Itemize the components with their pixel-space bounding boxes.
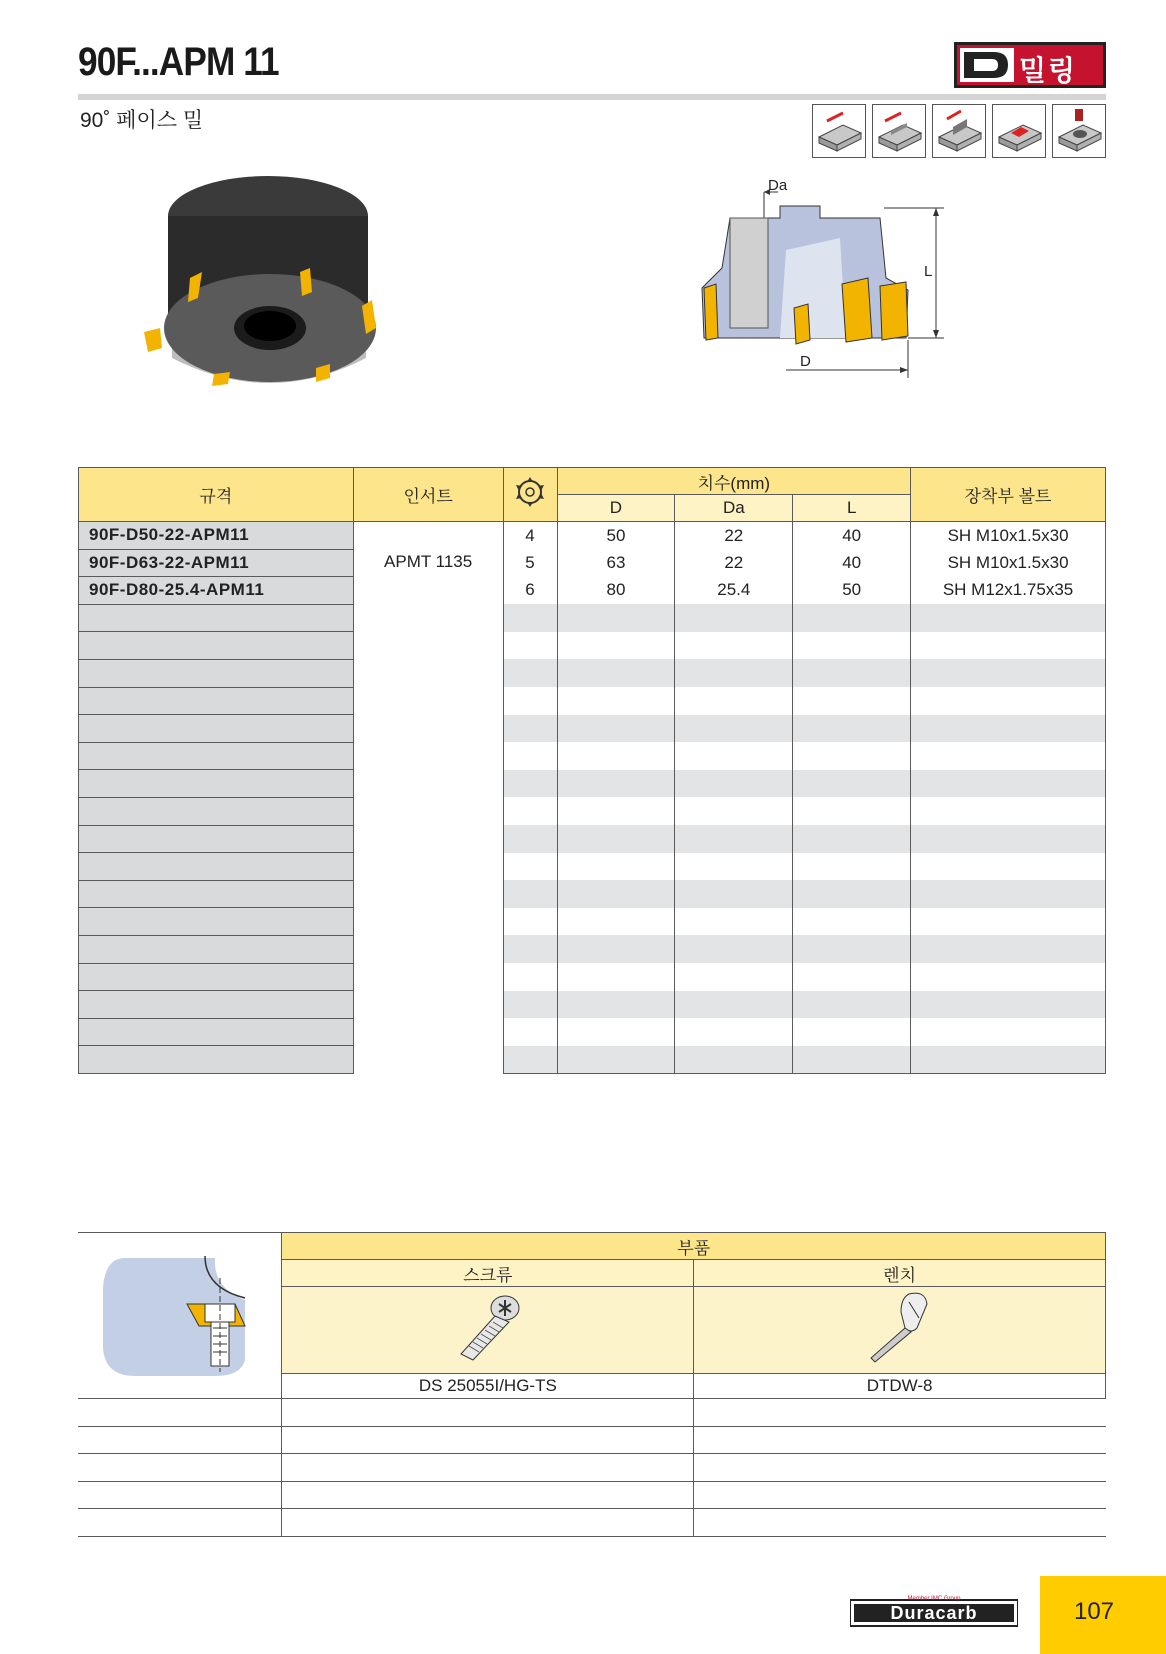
blank-row — [78, 1509, 282, 1537]
table-row — [79, 853, 1106, 881]
spec-bolt-cell — [911, 825, 1106, 853]
face-milling-icon — [812, 104, 866, 158]
spec-z-cell — [503, 797, 557, 825]
spec-bolt-cell: SH M10x1.5x30 — [911, 522, 1106, 550]
spec-l-cell — [793, 1046, 911, 1074]
spec-da-cell — [675, 715, 793, 743]
d-letter-icon — [960, 48, 1014, 82]
spec-da-cell: 22 — [675, 549, 793, 577]
title-rule — [78, 94, 1106, 100]
spec-bolt-cell — [911, 880, 1106, 908]
table-row — [79, 797, 1106, 825]
page-title: 90F...APM 11 — [78, 40, 279, 84]
spec-bolt-cell — [911, 1046, 1106, 1074]
spec-name-cell — [79, 770, 354, 798]
mounting-diagram — [78, 1233, 282, 1399]
table-row — [79, 825, 1106, 853]
spec-d-cell — [557, 1018, 675, 1046]
spec-z-cell — [503, 963, 557, 991]
spec-bolt-cell — [911, 742, 1106, 770]
spec-l-cell: 40 — [793, 549, 911, 577]
header-l: L — [793, 495, 911, 522]
table-row — [79, 880, 1106, 908]
pocket-milling-icon — [992, 104, 1046, 158]
header-teeth — [503, 468, 557, 522]
table-row — [79, 1018, 1106, 1046]
insert-mount-icon — [95, 1248, 265, 1378]
table-row — [79, 632, 1106, 660]
spec-bolt-cell — [911, 935, 1106, 963]
spec-z-cell — [503, 1046, 557, 1074]
shoulder-milling-icon — [872, 104, 926, 158]
spec-d-cell — [557, 604, 675, 632]
spec-da-cell: 22 — [675, 522, 793, 550]
spec-l-cell — [793, 797, 911, 825]
table-row — [79, 770, 1106, 798]
spec-l-cell — [793, 991, 911, 1019]
table-row — [79, 715, 1106, 743]
table-row — [79, 935, 1106, 963]
spec-bolt-cell — [911, 853, 1106, 881]
spec-bolt-cell — [911, 797, 1106, 825]
spec-bolt-cell — [911, 687, 1106, 715]
spec-name-cell — [79, 797, 354, 825]
wrench-image — [694, 1287, 1106, 1374]
slot-milling-icon — [932, 104, 986, 158]
spec-name-cell — [79, 825, 354, 853]
spec-da-cell — [675, 632, 793, 660]
spec-name-cell — [79, 659, 354, 687]
spec-l-cell — [793, 604, 911, 632]
table-row — [79, 991, 1106, 1019]
spec-bolt-cell — [911, 715, 1106, 743]
blank-cell — [694, 1426, 1106, 1454]
spec-d-cell — [557, 659, 675, 687]
blank-cell — [694, 1481, 1106, 1509]
page-number: 107 — [1073, 1598, 1115, 1625]
spec-d-cell — [557, 880, 675, 908]
screw-icon — [443, 1288, 533, 1368]
spec-l-cell: 40 — [793, 522, 911, 550]
cutter-photo — [140, 168, 400, 418]
spec-da-cell — [675, 797, 793, 825]
table-row — [79, 963, 1106, 991]
spec-z-cell — [503, 770, 557, 798]
teeth-count-icon — [513, 475, 547, 509]
spec-d-cell — [557, 715, 675, 743]
spec-z-cell — [503, 880, 557, 908]
spec-d-cell — [557, 935, 675, 963]
spec-da-cell — [675, 604, 793, 632]
spec-d-cell — [557, 825, 675, 853]
table-row — [79, 604, 1106, 632]
header-spec: 규격 — [79, 468, 354, 522]
brand-logo — [850, 1594, 1018, 1628]
screw-code: DS 25055I/HG-TS — [282, 1374, 694, 1399]
spec-l-cell — [793, 825, 911, 853]
header-da: Da — [675, 495, 793, 522]
table-row — [79, 522, 1106, 550]
spec-l-cell — [793, 715, 911, 743]
parts-table — [78, 1232, 1106, 1537]
spec-da-cell — [675, 742, 793, 770]
spec-bolt-cell — [911, 770, 1106, 798]
spec-z-cell — [503, 935, 557, 963]
table-row — [79, 742, 1106, 770]
spec-z-cell: 5 — [503, 549, 557, 577]
spec-d-cell — [557, 908, 675, 936]
spec-l-cell — [793, 963, 911, 991]
spec-bolt-cell — [911, 632, 1106, 660]
spec-name-cell — [79, 880, 354, 908]
spec-z-cell — [503, 825, 557, 853]
spec-da-cell — [675, 687, 793, 715]
spec-name-cell — [79, 715, 354, 743]
l-label: L — [924, 263, 933, 280]
spec-name-cell: 90F-D50-22-APM11 — [79, 522, 354, 550]
spec-bolt-cell — [911, 659, 1106, 687]
spec-z-cell — [503, 715, 557, 743]
spec-da-cell — [675, 963, 793, 991]
spec-bolt-cell: SH M12x1.75x35 — [911, 577, 1106, 605]
spec-da-cell — [675, 659, 793, 687]
blank-row — [78, 1426, 282, 1454]
spec-z-cell — [503, 908, 557, 936]
table-row — [79, 549, 1106, 577]
spec-z-cell — [503, 632, 557, 660]
spec-d-cell — [557, 770, 675, 798]
blank-cell — [282, 1399, 694, 1427]
spec-l-cell — [793, 687, 911, 715]
blank-cell — [282, 1426, 694, 1454]
spec-z-cell: 6 — [503, 577, 557, 605]
spec-da-cell — [675, 935, 793, 963]
spec-l-cell — [793, 880, 911, 908]
spec-d-cell — [557, 1046, 675, 1074]
spec-name-cell — [79, 687, 354, 715]
spec-d-cell: 80 — [557, 577, 675, 605]
spec-bolt-cell — [911, 908, 1106, 936]
spec-table — [78, 467, 1106, 1074]
spec-d-cell — [557, 853, 675, 881]
spec-z-cell — [503, 1018, 557, 1046]
header-bolt: 장착부 볼트 — [911, 468, 1106, 522]
spec-z-cell — [503, 687, 557, 715]
spec-l-cell — [793, 659, 911, 687]
spec-name-cell — [79, 1018, 354, 1046]
spec-name-cell — [79, 853, 354, 881]
spec-name-cell — [79, 963, 354, 991]
blank-cell — [282, 1454, 694, 1482]
spec-da-cell — [675, 853, 793, 881]
header-dimensions: 치수(mm) — [557, 468, 911, 495]
table-row — [79, 687, 1106, 715]
spec-bolt-cell — [911, 604, 1106, 632]
spec-d-cell — [557, 991, 675, 1019]
blank-cell — [282, 1481, 694, 1509]
spec-z-cell: 4 — [503, 522, 557, 550]
spec-da-cell — [675, 880, 793, 908]
parts-header: 부품 — [282, 1233, 1106, 1260]
table-row — [79, 577, 1106, 605]
blank-cell — [282, 1509, 694, 1537]
wrench-header: 렌치 — [694, 1260, 1106, 1287]
spec-l-cell: 50 — [793, 577, 911, 605]
spec-l-cell — [793, 1018, 911, 1046]
spec-z-cell — [503, 604, 557, 632]
table-row — [79, 908, 1106, 936]
spec-d-cell: 63 — [557, 549, 675, 577]
screw-header: 스크류 — [282, 1260, 694, 1287]
spec-l-cell — [793, 742, 911, 770]
blank-cell — [694, 1454, 1106, 1482]
spec-da-cell — [675, 1046, 793, 1074]
spec-name-cell: 90F-D63-22-APM11 — [79, 549, 354, 577]
spec-d-cell: 50 — [557, 522, 675, 550]
blank-row — [78, 1454, 282, 1482]
spec-d-cell — [557, 687, 675, 715]
da-label: Da — [768, 178, 788, 194]
spec-da-cell — [675, 825, 793, 853]
spec-bolt-cell — [911, 991, 1106, 1019]
spec-name-cell — [79, 742, 354, 770]
category-badge-label: 밀링 — [1019, 55, 1078, 86]
spec-z-cell — [503, 659, 557, 687]
spec-name-cell: 90F-D80-25.4-APM11 — [79, 577, 354, 605]
spec-l-cell — [793, 632, 911, 660]
spec-d-cell — [557, 797, 675, 825]
table-row — [79, 1046, 1106, 1074]
spec-l-cell — [793, 770, 911, 798]
spec-l-cell — [793, 853, 911, 881]
blank-cell — [694, 1509, 1106, 1537]
category-badge — [954, 42, 1106, 88]
spec-name-cell — [79, 991, 354, 1019]
spec-name-cell — [79, 632, 354, 660]
cutter-drawing — [690, 178, 950, 394]
spec-da-cell: 25.4 — [675, 577, 793, 605]
table-row — [79, 659, 1106, 687]
spec-z-cell — [503, 991, 557, 1019]
brand-name: Duracarb — [890, 1603, 978, 1623]
spec-d-cell — [557, 963, 675, 991]
spec-da-cell — [675, 991, 793, 1019]
page-subtitle: 90˚ 페이스 밀 — [80, 109, 204, 132]
spec-z-cell — [503, 853, 557, 881]
spec-bolt-cell — [911, 963, 1106, 991]
header-d: D — [557, 495, 675, 522]
header-insert: 인서트 — [353, 468, 503, 522]
blank-cell — [694, 1399, 1106, 1427]
wrench-icon — [855, 1288, 945, 1368]
spec-name-cell — [79, 604, 354, 632]
d-label: D — [800, 353, 811, 370]
blank-row — [78, 1399, 282, 1427]
blank-row — [78, 1481, 282, 1509]
helical-milling-icon — [1052, 104, 1106, 158]
spec-name-cell — [79, 908, 354, 936]
spec-da-cell — [675, 1018, 793, 1046]
spec-da-cell — [675, 908, 793, 936]
spec-l-cell — [793, 935, 911, 963]
spec-name-cell — [79, 935, 354, 963]
spec-d-cell — [557, 742, 675, 770]
spec-bolt-cell — [911, 1018, 1106, 1046]
insert-cell: APMT 1135 — [353, 522, 503, 1074]
screw-image — [282, 1287, 694, 1374]
spec-z-cell — [503, 742, 557, 770]
spec-da-cell — [675, 770, 793, 798]
wrench-code: DTDW-8 — [694, 1374, 1106, 1399]
spec-d-cell — [557, 632, 675, 660]
spec-name-cell — [79, 1046, 354, 1074]
spec-l-cell — [793, 908, 911, 936]
brand-tag: Member IMC Group — [907, 1596, 961, 1602]
spec-bolt-cell: SH M10x1.5x30 — [911, 549, 1106, 577]
